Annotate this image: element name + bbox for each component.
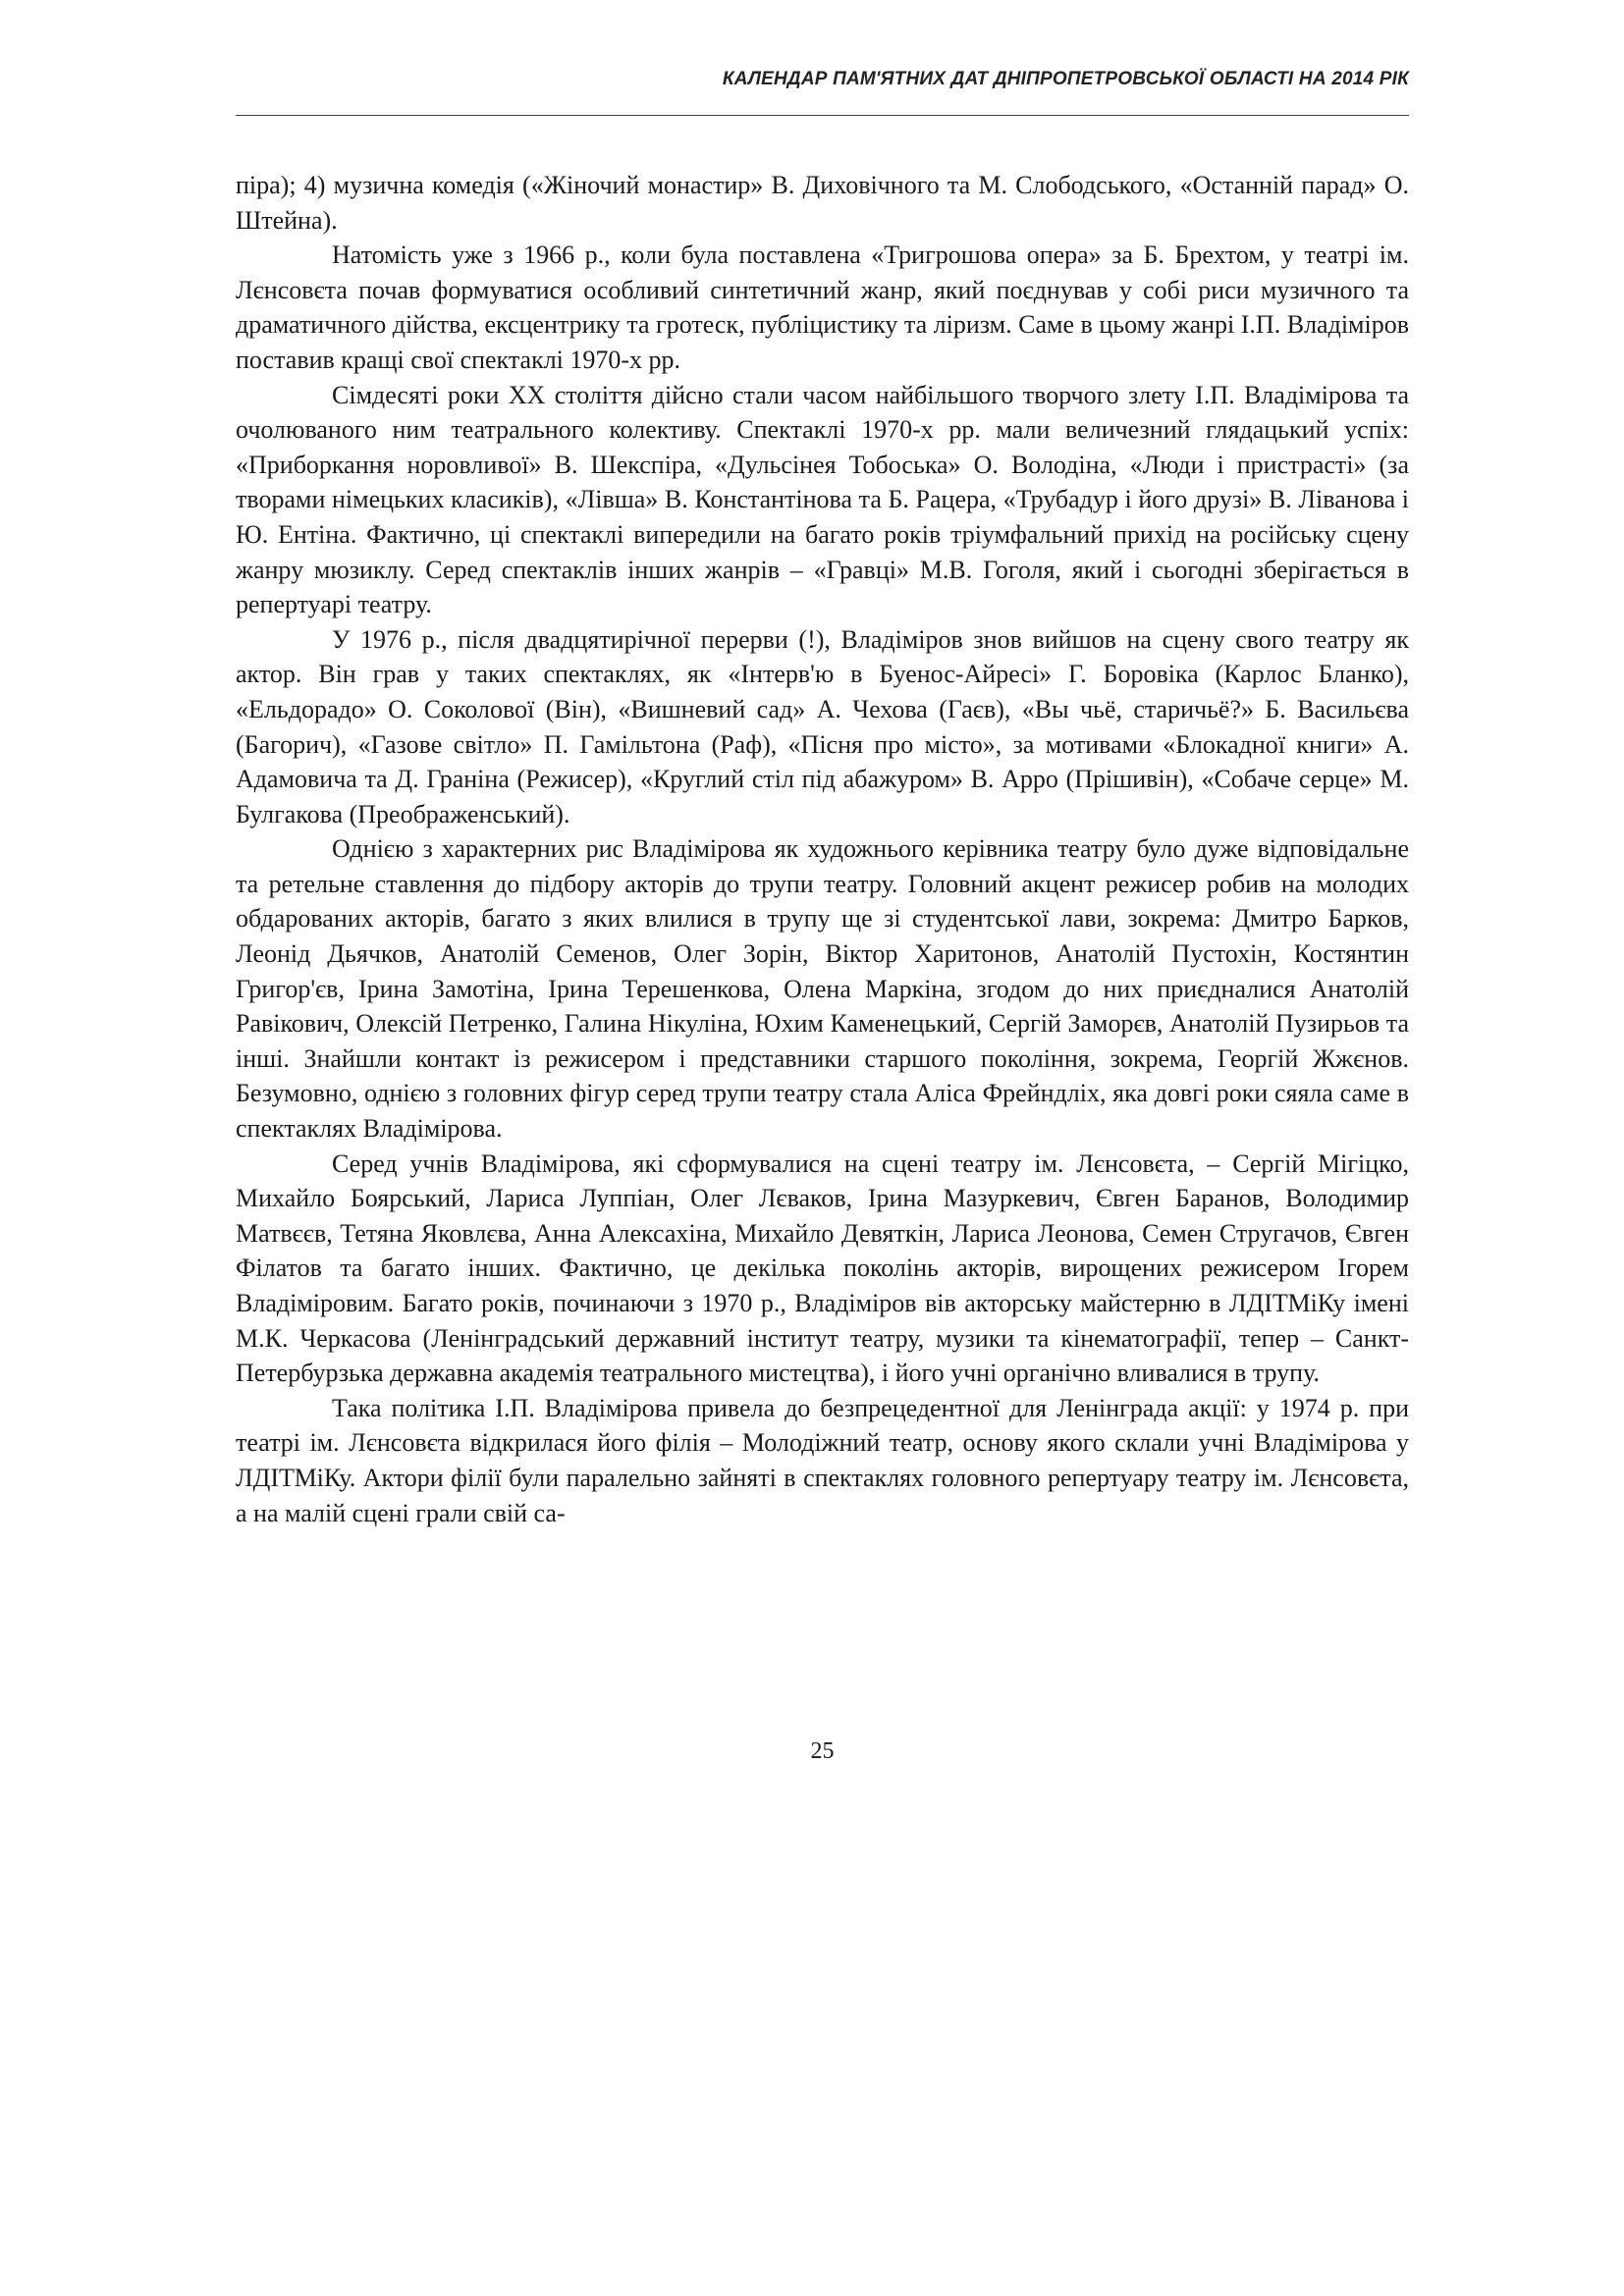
page-number: 25 — [810, 1738, 835, 1764]
paragraph: Натомість уже з 1966 р., коли була поставлена «Тригрошова опера» за Б. Брехтом, у театрі ім. Лєнсовєта почав формуватися особливий синтетичний жанр, який поєднував у собі риси музичного та драматичного дійства, ексцентрику та гротеск, публіцистику та ліризм. Саме в цьому жанрі І.П. Владіміров поставив кращі свої спектаклі 1970-х рр. — [236, 240, 1409, 374]
paragraph: Серед учнів Владімірова, які сформувалися на сцені театру ім. Лєнсовєта, – Сергій Мігіцко, Михайло Боярський, Лариса Луппіан, Олег Лєваков, Ірина Мазуркевич, Євген Баранов, Володимир Матвєєв, Тетяна Яковлєва, Анна Алексахіна, Михайло Девяткін, Лариса Леонова, Семен Стругачов, Євген Філатов та багато інших. Фактично, це декілька поколінь акторів, вирощених режисером Ігорем Владіміровим. Багато років, починаючи з 1970 р., Владіміров вів акторську майстерню в ЛДІТМіКу імені М.К. Черкасова (Ленінградський державний інститут театру, музики та кінематографії, тепер – Санкт-Петербурзька державна академія театрального мистецтва), і його учні органічно вливалися в трупу. — [236, 1148, 1409, 1388]
paragraph: Сімдесяті роки XX століття дійсно стали часом найбільшого творчого злету І.П. Владімірова та очолюваного ним театрального колективу. Спектаклі 1970-х рр. мали величезний глядацький успіх: «Приборкання норовливої» В. Шекспіра, «Дульсінея Тобоська» О. Володіна, «Люди і пристрасті» (за творами німецьких класиків), «Лівша» В. Константінова та Б. Рацера, «Трубадур і його друзі» В. Ліванова і Ю. Ентіна. Фактично, ці спектаклі випередили на багато років тріумфальний прихід на російську сцену жанру мюзиклу. Серед спектаклів інших жанрів – «Гравці» М.В. Гоголя, який і сьогодні зберігається в репертуарі театру. — [236, 380, 1409, 619]
paragraph: Однією з характерних рис Владімірова як художнього керівника театру було дуже відповідальне та ретельне ставлення до підбору акторів до трупи театру. Головний акцент режисер робив на молодих обдарованих акторів, багато з яких влилися в трупу ще зі студентської лави, зокрема: Дмитро Барков, Леонід Дьячков, Анатолій Семенов, Олег Зорін, Віктор Харитонов, Анатолій Пустохін, Костянтин Григор'єв, Ірина Замотіна, Ірина Терешенкова, Олена Маркіна, згодом до них приєдналися Анатолій Равікович, Олексій Петренко, Галина Нікуліна, Юхим Каменецький, Сергій Заморєв, Анатолій Пузирьов та інші. Знайшли контакт із режисером і представники старшого покоління, зокрема, Георгій Жжєнов. Безумовно, однією з головних фігур серед трупи театру стала Аліса Фрейндліх, яка довгі роки сяяла саме в спектаклях Владімірова. — [236, 834, 1409, 1144]
body-text — [236, 168, 1409, 1530]
paragraph: піра); 4) музична комедія («Жіночий монастир» В. Диховічного та М. Слободського, «Останній парад» О. Штейна). — [236, 171, 1409, 235]
paragraph: Така політика І.П. Владімірова привела до безпрецедентної для Ленінграда акції: у 1974 р. при театрі ім. Лєнсовєта відкрилася його філія – Молодіжний театр, основу якого склали учні Владімірова у ЛДІТМіКу. Актори філії були паралельно зайняті в спектаклях головного репертуару театру ім. Лєнсовєта, а на малій сцені грали свій са- — [236, 1393, 1409, 1527]
header-rule — [236, 115, 1409, 116]
running-header: КАЛЕНДАР ПАМ'ЯТНИХ ДАТ ДНІПРОПЕТРОВСЬКОЇ ОБЛАСТІ НА 2014 РІК — [722, 69, 1409, 89]
paragraph: У 1976 р., після двадцятирічної перерви (!), Владіміров знов вийшов на сцену свого театру як актор. Він грав у таких спектаклях, як «Інтерв'ю в Буенос-Айресі» Г. Боровіка (Карлос Бланко), «Ельдорадо» О. Соколової (Він), «Вишневий сад» А. Чехова (Гаєв), «Вы чьё, старичьё?» Б. Васильєва (Багорич), «Газове світло» П. Гамільтона (Раф), «Пісня про місто», за мотивами «Блокадної книги» А. Адамовича та Д. Граніна (Режисер), «Круглий стіл під абажуром» В. Арро (Прішивін), «Собаче серце» М. Булгакова (Преображенський). — [236, 624, 1409, 828]
